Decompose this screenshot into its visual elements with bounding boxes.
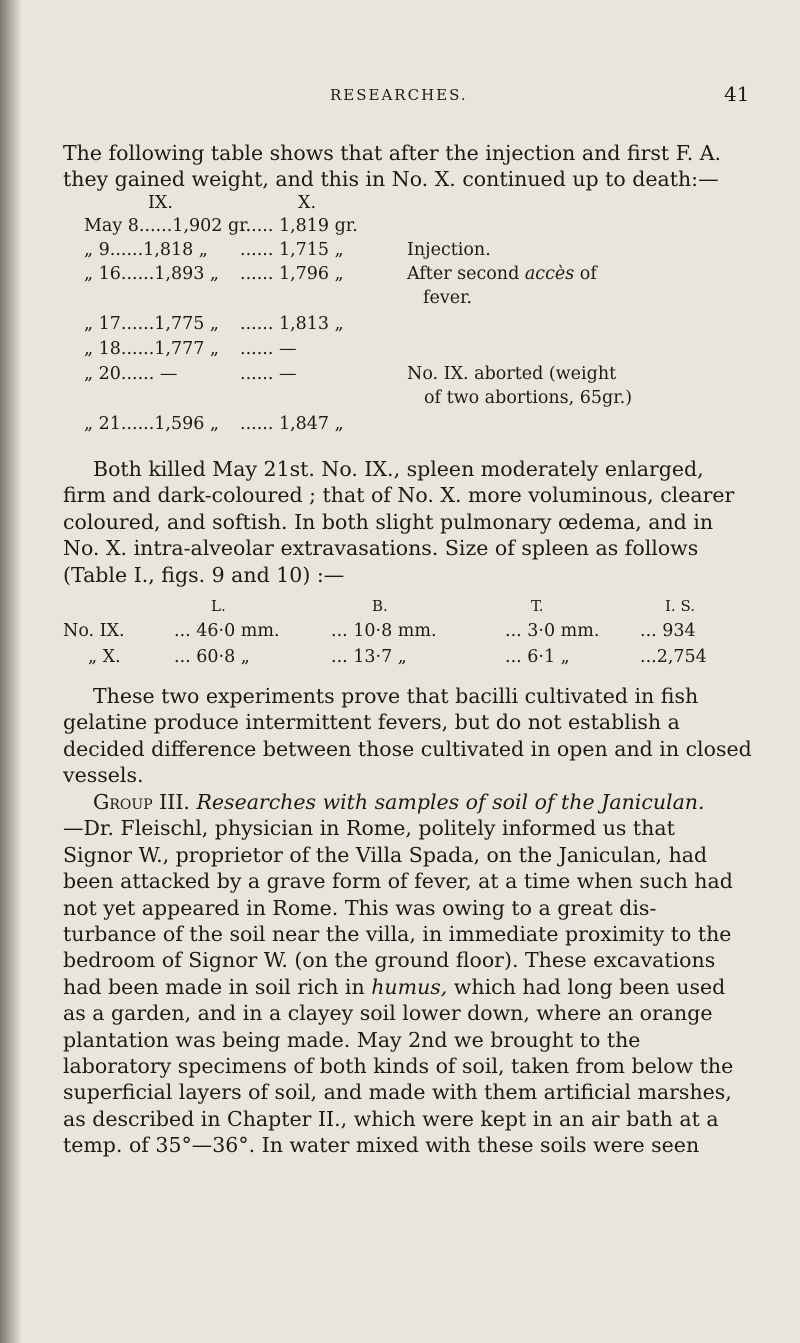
acces-term: accès: [524, 264, 575, 284]
text-line: been attacked by a grave form of fever, at a time when such had: [63, 869, 733, 894]
table-cell: ... 934: [640, 621, 696, 641]
table-cell: „ 20...... —: [84, 364, 178, 384]
text-line: [63, 974, 758, 1000]
table-cell: ...2,754: [640, 647, 707, 667]
text-line: as described in Chapter II., which were kept in an air bath at a: [63, 1106, 719, 1131]
table-cell: May 8......1,902 gr.: [84, 216, 252, 236]
text-line: No. X. intra-alveolar extravasations. Size of spleen as follows: [63, 536, 699, 561]
experiments-paragraph: [63, 683, 758, 789]
table-cell: „ 21......1,596 „: [84, 414, 220, 434]
text-line: decided difference between those cultivated in open and in closed: [63, 736, 752, 761]
text-line: plantation was being made. May 2nd we brought to the: [63, 1027, 641, 1052]
text-line: Both killed May 21st. No. IX., spleen moderately enlarged,: [93, 457, 704, 481]
text-line: firm and dark-coloured ; that of No. X. more voluminous, clearer: [63, 483, 735, 508]
text-fragment: which had long been used: [447, 974, 726, 999]
table-cell: ... 3·0 mm.: [505, 621, 600, 641]
text-line: Signor W., proprietor of the Villa Spada, on the Janiculan, had: [63, 842, 708, 867]
group-heading: Group III.: [93, 790, 190, 814]
table-note: No. IX. aborted (weight: [407, 364, 617, 384]
text-line: —Dr. Fleischl, physician in Rome, politely informed us that: [63, 816, 675, 841]
text-line: (Table I., figs. 9 and 10) :—: [63, 562, 345, 587]
text-line: turbance of the soil near the villa, in immediate proximity to the: [63, 922, 732, 947]
text-line: as a garden, and in a clayey soil lower down, where an orange: [63, 1001, 713, 1026]
table-cell: „ 16......1,893 „: [84, 264, 220, 284]
text-line: superficial layers of soil, and made with them artificial marshes,: [63, 1080, 732, 1105]
table-cell: ... 6·1 „: [505, 647, 570, 667]
text-line: not yet appeared in Rome. This was owing to a great dis-: [63, 895, 657, 920]
text-fragment: had been made in soil rich in: [63, 974, 365, 999]
column-header-t: T.: [531, 597, 544, 615]
column-header-is: I. S.: [665, 597, 695, 615]
intro-paragraph: [63, 140, 758, 193]
table-cell: ...... 1,847 „: [240, 414, 344, 434]
table-cell: ... 60·8 „: [174, 647, 250, 667]
table-cell: ...... 1,715 „: [240, 240, 344, 260]
table-cell: ...... —: [240, 339, 297, 359]
table-note: After second accès of: [407, 264, 597, 284]
text-line: coloured, and softish. In both slight pulmonary œdema, and in: [63, 509, 714, 534]
table-cell: ... 13·7 „: [331, 647, 407, 667]
table-cell: „ 18......1,777 „: [84, 339, 220, 359]
column-header-b: B.: [372, 597, 388, 615]
text-line: [63, 789, 758, 815]
table-note: of two abortions, 65gr.): [424, 388, 633, 408]
spleen-paragraph: [63, 456, 758, 588]
column-header-l: L.: [211, 597, 226, 615]
text-line: These two experiments prove that bacilli cultivated in fish: [93, 684, 699, 708]
group-iii-paragraph: [63, 789, 758, 1159]
table-note: Injection.: [407, 240, 491, 260]
table-cell: ... 10·8 mm.: [331, 621, 437, 641]
humus-term: humus,: [371, 974, 448, 999]
page-number: 41: [724, 82, 750, 106]
table-cell: ...... 1,819 gr.: [240, 216, 358, 236]
table-cell: ...... 1,796 „: [240, 264, 344, 284]
table-cell: ...... —: [240, 364, 297, 384]
table-note: fever.: [423, 288, 473, 308]
table-cell: ...... 1,813 „: [240, 314, 344, 334]
text-line: The following table shows that after the injection and first F. A.: [63, 141, 722, 165]
text-line: temp. of 35°—36°. In water mixed with these soils were seen: [63, 1133, 700, 1158]
table-cell: No. IX.: [63, 621, 125, 641]
table-cell: ... 46·0 mm.: [174, 621, 280, 641]
text-line: they gained weight, and this in No. X. continued up to death:—: [63, 167, 719, 192]
section-title: Researches with samples of soil of the Janiculan.: [196, 790, 705, 814]
table-cell: „ 17......1,775 „: [84, 314, 220, 334]
text-line: vessels.: [63, 763, 144, 788]
running-header: RESEARCHES.: [330, 86, 468, 104]
table-cell: „ 9......1,818 „: [84, 240, 208, 260]
table-cell: „ X.: [88, 647, 121, 667]
text-line: laboratory specimens of both kinds of soil, taken from below the: [63, 1054, 734, 1079]
column-header-x: X.: [298, 193, 317, 213]
text-line: bedroom of Signor W. (on the ground floor). These excavations: [63, 948, 716, 973]
column-header-ix: IX.: [148, 193, 173, 213]
text-line: gelatine produce intermittent fevers, but do not establish a: [63, 710, 680, 735]
